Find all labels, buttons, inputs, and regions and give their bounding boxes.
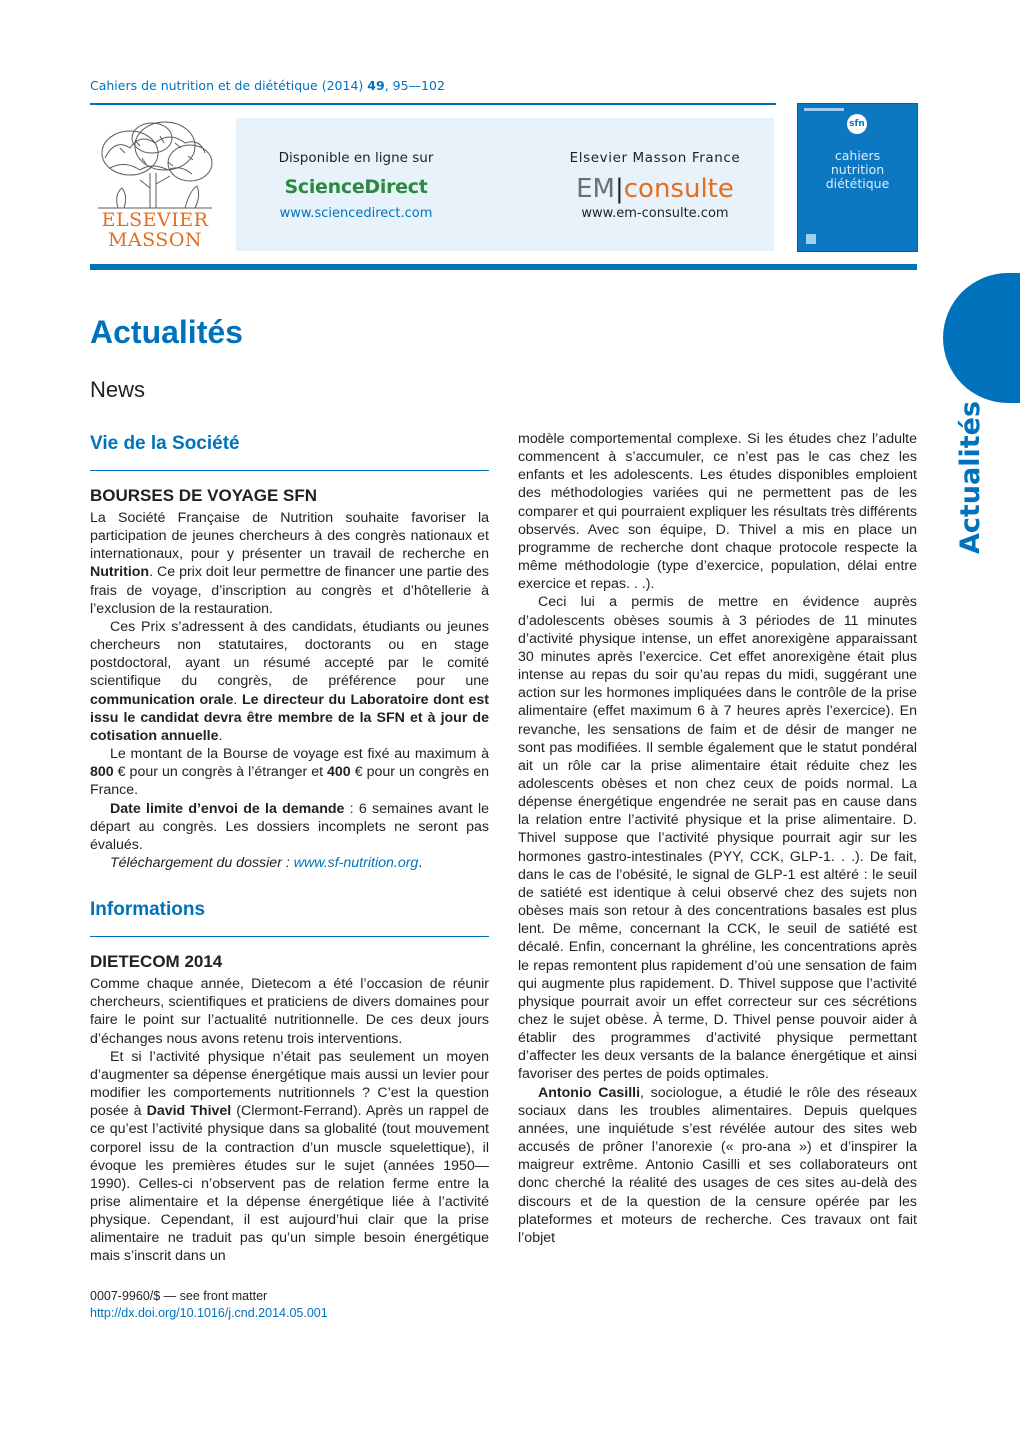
section-tab [943, 273, 1020, 403]
consulte-text: consulte [623, 174, 734, 204]
em-text: EM [576, 174, 615, 204]
header-thick-rule [90, 264, 917, 270]
left-column [90, 430, 489, 1266]
section-heading-society: Vie de la Société [90, 433, 240, 454]
emconsulte-link[interactable]: www.em-consulte.com [581, 206, 729, 221]
paragraph: modèle comportemental complexe. Si les études chez l’adulte commencent à s’accumuler, ce n’est pas le cas chez les enfants et les adolescents. Les études disponibles emploient des méthodologies variées qui ne permettent pas de les comparer et qui pourraient expliquer les résultats très différents observés. Avec son équipe, D. Thivel a mis en place un programme de recherche dont chaque protocole respecte la même méthodologie (type d’exercice, population, délai entre exercice et repas. . .). [518, 431, 917, 593]
article-title-bourses: BOURSES DE VOYAGE SFN [90, 486, 318, 505]
side-label-text: Actualités [955, 400, 986, 554]
sciencedirect-link[interactable]: www.sciencedirect.com [279, 206, 433, 221]
page-subtitle: News [90, 377, 146, 402]
citation-pages: , 95—102 [384, 78, 445, 93]
issn-line: 0007-9960/$ — see front matter [90, 1289, 268, 1303]
publisher-line-1: ELSEVIER [101, 209, 209, 231]
tree-icon [90, 118, 220, 210]
citation-journal: Cahiers de nutrition et de diététique (2014) [90, 78, 364, 93]
paragraph: Ceci lui a permis de mettre en évidence auprès d’adolescents obèses soumis à 3 périodes de 11 minutes d’activité physique intense, un effet anorexigène apparaissant 30 minutes après l’exercice. Cet effet anorexigène était plus intense au repas du soir qu’au repas du midi, suggérant une action sur les hormones impliquées dans le contrôle de la prise alimentaire (effet maximum 6 à 7 heures après l’exercice). En revanche, les sensations de faim et de désir de manger ne sont pas modifiées. Il semble également que le statut pondéral ait un rôle car la prise alimentaire était réduite chez les adolescents obèses et non chez ceux de poids normal. La dépense énergétique engendrée ne serait pas en cause dans la relation entre l’activité physique et la prise alimentaire. D. Thivel suppose que l’activité physique pourrait agir sur les hormones gastro-intestinales (PYY, CCK, GLP-1. . .). De fait, dans le cas de l’obésité, le signal de GLP-1 est altéré : le seuil de satiété est identique à celui observé chez des sujets non obèses mais son retour à des concentrations basales est plus lent. De même, concernant la CCK, le seuil de satiété est décalé. Enfin, concernant la ghréline, les concentrations après le repas remontent plus rapidement d’où une sensation de faim qui augmente plus rapidement. D. Thivel suppose que l’activité physique pourrait avoir un effet correcteur sur ces sécrétions chez le sujet obèse. À terme, D. Thivel pense pouvoir aider à établir des programmes d’activité physique permettant d’affecter les deux versants de la balance énergétique et ainsi favoriser des pertes de poids optimales. [518, 594, 917, 1083]
paragraph: Comme chaque année, Dietecom a été l’occasion de réunir chercheurs, scientifiques et praticiens de divers domaines pour faire le point sur l’actualité nutritionnelle. De ces deux jours d’échanges nous avons retenu trois interventions. [90, 976, 489, 1047]
page-footer [90, 1288, 328, 1322]
cover-title-line-2: nutrition [830, 162, 885, 177]
elsevier-masson-logo [90, 118, 220, 256]
journal-cover [797, 103, 918, 252]
cover-publisher-mark [806, 234, 816, 244]
logo-divider: | [614, 174, 624, 204]
cover-title-line-3: diététique [825, 176, 890, 191]
sciencedirect-logo[interactable]: ScienceDirect [284, 176, 428, 198]
paragraph: Le montant de la Bourse de voyage est fixé au maximum à 800 € pour un congrès à l’étranger et 400 € pour un congrès en France. [90, 746, 489, 799]
page-title: Actualités [90, 314, 243, 350]
section-rule [90, 470, 489, 471]
paragraph: Ces Prix s’adressent à des candidats, étudiants ou jeunes chercheurs non statutaires, doctorants ou en stage postdoctoral, ayant un résumé accepté par le comité scientifique du congrès, de préférence pour une communication orale. Le directeur du Laboratoire dont est issu le candidat devra être membre de la SFN et à jour de cotisation annuelle. [90, 618, 489, 744]
cover-top-bar [804, 108, 844, 111]
spacer [90, 872, 489, 896]
availability-banner [236, 118, 774, 251]
paragraph: Date limite d’envoi de la demande : 6 semaines avant le départ au congrès. Les dossiers incomplets ne seront pas évalués. [90, 800, 489, 853]
article-title-dietecom: DIETECOM 2014 [90, 952, 223, 972]
available-online-label: Disponible en ligne sur [278, 150, 434, 166]
cover-title-line-1: cahiers [834, 148, 881, 163]
sfn-logo: sfn [847, 114, 867, 134]
publisher-name: Elsevier Masson France [569, 150, 741, 166]
publisher-wordmark [90, 210, 220, 250]
cover-title [798, 149, 917, 191]
right-column [518, 430, 917, 1247]
paragraph: La Société Française de Nutrition souhaite favoriser la participation de jeunes chercheurs à des congrès nationaux et internationaux, pour y présenter un travail de recherche en Nutrition. Ce prix doit leur permettre de financer une partie des frais de voyage, d’inscription au congrès et d’hôtellerie à l’exclusion de la restauration. [90, 510, 489, 617]
paragraph: Et si l’activité physique n’était pas seulement un moyen d’augmenter sa dépense énergétique mais aussi un levier pour modifier les comportements nutritionnels ? C’est la question posée à David Thivel (Clermont-Ferrand). Après un rappel de ce qu’est l’activité physique dans sa globalité (tout mouvement corporel issu de la contraction d’un muscle squelettique), il évoque les premières études sur le sujet (années 1950—1990). Celles-ci n’observent pas de relation ferme entre la prise alimentaire et la dépense énergétique liée à l’activité physique. Cependant, il est aujourd’hui clair que la prise alimentaire ne traduit pas qu’un simple besoin énergétique mais s’inscrit dans un [90, 1048, 489, 1265]
paragraph: Antonio Casilli, sociologue, a étudié le rôle des réseaux sociaux dans les troubles alimentaires. Depuis quelques années, une inquiétude s’est révélée autour des sites web accusés de prôner l’anorexie (« pro-ana ») et d’inspirer la maigreur extrême. Antonio Casilli et ses collaborateurs ont donc cherché la réalité des usages de ces sites au-delà des discours et de la question de la censure opérée par les plateformes et moteurs de recherche. Ces travaux ont fait l’objet [518, 1084, 918, 1246]
doi-link[interactable]: http://dx.doi.org/10.1016/j.cnd.2014.05.001 [90, 1306, 328, 1320]
emconsulte-logo[interactable] [536, 174, 774, 204]
citation-volume: 49 [367, 78, 385, 93]
paragraph: Téléchargement du dossier : www.sf-nutrition.org. [110, 854, 423, 871]
section-rule [90, 936, 489, 937]
side-section-label [955, 400, 995, 560]
publisher-line-2: MASSON [107, 229, 203, 251]
section-heading-informations: Informations [90, 899, 206, 921]
journal-citation [90, 78, 445, 93]
sfn-website-link[interactable]: www.sf-nutrition.org [293, 854, 419, 871]
header-rule [90, 103, 776, 105]
